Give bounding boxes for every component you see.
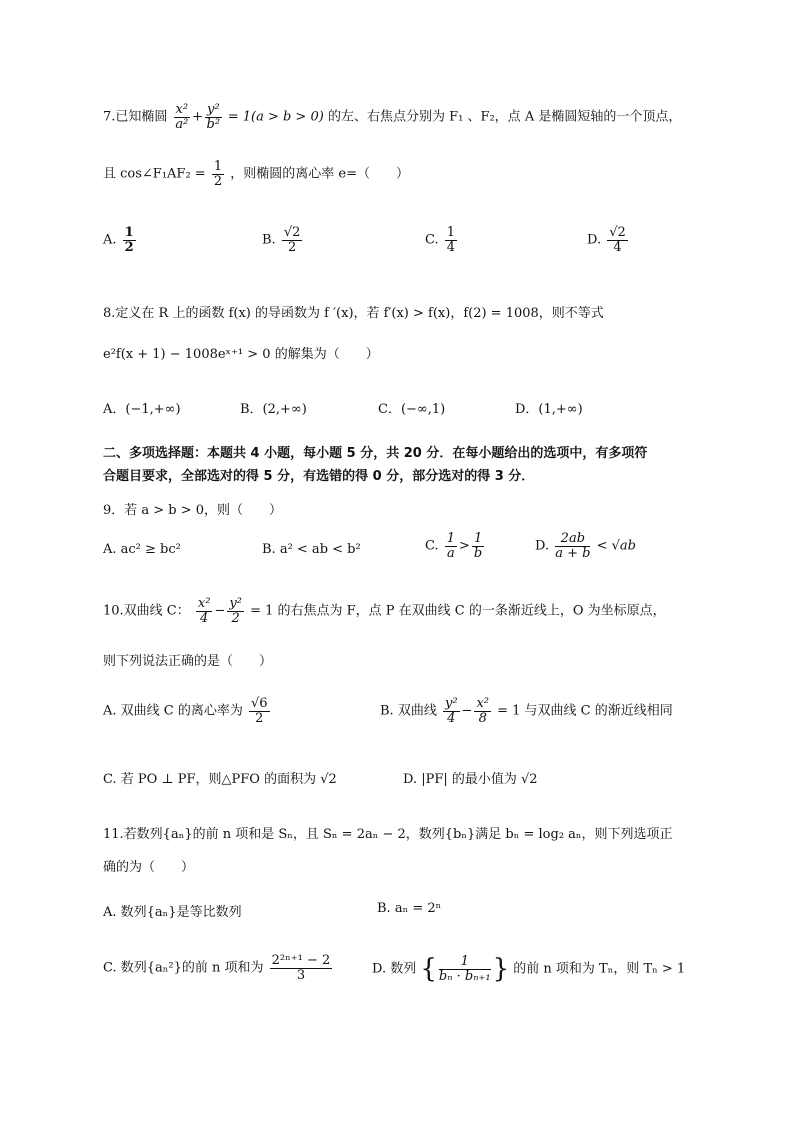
q10-x-frac xyxy=(196,597,213,625)
q8-option-a: A．(−1,+∞) xyxy=(103,402,181,417)
q7-ellipse-x: x² xyxy=(175,102,189,117)
section2-line2: 合题目要求，全部选对的得 5 分，有选错的得 0 分，部分选对的得 3 分． xyxy=(103,469,535,484)
q11-d-frac xyxy=(439,955,491,983)
q7-option-c-den: 4 xyxy=(446,239,456,255)
q10-option-d: D. |PF| 的最小值为 √2 xyxy=(403,772,538,787)
q11-d-den: bₙ · bₙ₊₁ xyxy=(438,968,491,984)
q8-option-b: B．(2,+∞) xyxy=(240,402,307,417)
q9-option-a: A. ac² ≥ bc² xyxy=(103,542,181,557)
q11-c-prefix: C. 数列{aₙ²}的前 n 项和为 xyxy=(103,960,264,976)
q10-a-prefix: A. 双曲线 C 的离心率为 xyxy=(103,703,243,719)
q11-option-c xyxy=(103,954,334,982)
q8-option-c: C．(−∞,1) xyxy=(378,402,446,417)
q11-d-num: 1 xyxy=(439,955,491,970)
q7-ellipse-x-frac xyxy=(174,103,191,131)
q10-b-d1: 4 xyxy=(447,710,456,726)
q9-option-d xyxy=(535,532,636,560)
q7-option-d-den: 4 xyxy=(613,239,622,255)
q7-line1: 7.已知椭圆 $\frac{\text{x²}}{\text{a²}}$ + $\frac{\text{y²}}{\text{b²}}$ = 1(a > b > 0) 的左、右焦点分别为 F₁ 、F₂，点 A 是椭圆短轴的一个顶点， xyxy=(103,102,682,132)
q7-option-c-label: C. xyxy=(425,232,439,248)
q7-option-b-den: 2 xyxy=(287,239,297,255)
q7-option-a-frac xyxy=(123,226,136,254)
q7-cos-frac xyxy=(212,160,224,188)
q10-b-prefix: B. 双曲线 xyxy=(380,703,437,719)
q7-prefix: 7.已知椭圆 xyxy=(103,109,168,125)
q7-line2 xyxy=(103,160,409,188)
q10-b-frac2 xyxy=(474,697,491,725)
q7-option-b-num: √2 xyxy=(283,225,301,240)
q10-y-den: 2 xyxy=(231,610,240,626)
q11-line2: 确的为（ ） xyxy=(103,860,195,875)
q11-option-a: A. 数列{aₙ}是等比数列 xyxy=(103,905,242,920)
q7-option-c xyxy=(425,226,459,254)
q11-c-den: 3 xyxy=(296,967,306,983)
q10-line1 xyxy=(103,597,666,625)
q7-option-a-label: A. xyxy=(103,232,117,248)
q9-option-c-frac1 xyxy=(445,532,457,560)
q10-b-minus: − xyxy=(461,703,473,719)
q7-ellipse-b: b² xyxy=(206,116,221,132)
q10-b-frac1 xyxy=(443,697,460,725)
q9-c-d2: b xyxy=(473,545,483,561)
q8-option-d: D．(1,+∞) xyxy=(515,402,583,417)
q7-option-d-label: D. xyxy=(587,232,602,248)
q9-c-n2: 1 xyxy=(473,531,483,546)
q10-minus: − xyxy=(214,603,226,619)
q9-option-b: B. a² < ab < b² xyxy=(262,542,361,557)
q7-option-b-label: B. xyxy=(262,232,276,248)
q9-d-num: 2ab xyxy=(555,532,590,547)
q10-prefix: 10.双曲线 C： xyxy=(103,603,190,619)
q10-y-frac xyxy=(227,597,244,625)
q7-option-a xyxy=(103,226,138,254)
q7-ellipse-cond: = 1(a > b > 0) xyxy=(227,109,324,125)
q7-option-c-frac xyxy=(445,226,457,254)
q9-d-den: a + b xyxy=(555,545,591,561)
left-brace-icon: { xyxy=(420,954,437,984)
q7-ellipse-y: y² xyxy=(207,102,220,117)
q10-option-c: C. 若 PO ⊥ PF，则△PFO 的面积为 √2 xyxy=(103,772,337,787)
q10-b-d2: 8 xyxy=(478,710,487,726)
q10-option-b xyxy=(380,697,673,725)
q9-d-rest: < √ab xyxy=(596,538,636,554)
right-brace-icon: } xyxy=(492,954,510,984)
q8-line1: 8.定义在 R 上的函数 f(x) 的导函数为 f ′(x)，若 f′(x) > f(x)，f(2) = 1008，则不等式 xyxy=(103,306,604,321)
q10-x-den: 4 xyxy=(200,610,209,626)
q10-a-frac xyxy=(249,697,270,725)
q7-line2-suffix: ，则椭圆的离心率 e=（ ） xyxy=(230,166,409,182)
q11-c-frac xyxy=(270,954,333,982)
q11-option-b: B. aₙ = 2ⁿ xyxy=(377,901,442,916)
q7-option-b-frac xyxy=(282,226,303,254)
q11-d-suffix: 的前 n 项和为 Tₙ，则 Tₙ > 1 xyxy=(513,961,686,977)
q10-x-num: x² xyxy=(197,596,211,611)
q11-line1: 11.若数列{aₙ}的前 n 项和是 Sₙ，且 Sₙ = 2aₙ − 2，数列{bₙ}满足 bₙ = log₂ aₙ，则下列选项正 xyxy=(103,827,673,842)
section2-line1: 二、多项选择题：本题共 4 小题，每小题 5 分，共 20 分．在每小题给出的选项中，有多项符 xyxy=(103,446,648,461)
q10-b-suffix: = 1 与双曲线 C 的渐近线相同 xyxy=(497,703,673,719)
q7-option-a-den: 2 xyxy=(124,239,134,255)
q7-line2-prefix: 且 cos∠F₁AF₂ = xyxy=(103,166,206,182)
q10-option-a xyxy=(103,697,272,725)
q9-option-c xyxy=(425,532,486,560)
q7-cos-num: 1 xyxy=(213,159,223,174)
q7-option-d-frac xyxy=(607,226,628,254)
q9-option-d-label: D. xyxy=(535,538,550,554)
q9-option-d-frac xyxy=(555,532,590,560)
q10-a-den: 2 xyxy=(255,710,264,726)
q10-b-n2: x² xyxy=(476,696,489,711)
q10-line2: 则下列说法正确的是（ ） xyxy=(103,654,273,669)
q9-stem: 9．若 a > b > 0，则（ ） xyxy=(103,503,283,518)
q7-ellipse-a: a² xyxy=(175,116,189,132)
q7-line1-suffix: 的左、右焦点分别为 F₁ 、F₂，点 A 是椭圆短轴的一个顶点， xyxy=(327,109,682,125)
q10-y-num: y² xyxy=(229,596,242,611)
q9-option-c-frac2 xyxy=(472,532,484,560)
q11-d-prefix: D. 数列 xyxy=(372,961,417,977)
q7-ellipse-y-frac xyxy=(205,103,222,131)
q7-option-d xyxy=(587,226,630,254)
q7-option-c-num: 1 xyxy=(446,225,456,240)
q11-option-d xyxy=(372,954,685,984)
q9-c-d1: a xyxy=(447,545,455,561)
q9-c-n1: 1 xyxy=(446,531,456,546)
q10-suffix: = 1 的右焦点为 F，点 P 在双曲线 C 的一条渐近线上，O 为坐标原点， xyxy=(250,603,666,619)
q8-line2: e²f(x + 1) − 1008eˣ⁺¹ > 0 的解集为（ ） xyxy=(103,347,379,362)
q10-b-n1: y² xyxy=(444,696,458,711)
q11-c-num: 2²ⁿ⁺¹ − 2 xyxy=(271,953,331,968)
q7-option-a-num: 1 xyxy=(124,225,134,240)
q10-a-num: √6 xyxy=(251,696,268,711)
q7-cos-den: 2 xyxy=(213,173,223,189)
q9-option-c-label: C. xyxy=(425,538,439,554)
q7-option-d-num: √2 xyxy=(609,225,626,240)
q9-c-gt: > xyxy=(459,538,470,554)
q7-option-b xyxy=(262,226,304,254)
